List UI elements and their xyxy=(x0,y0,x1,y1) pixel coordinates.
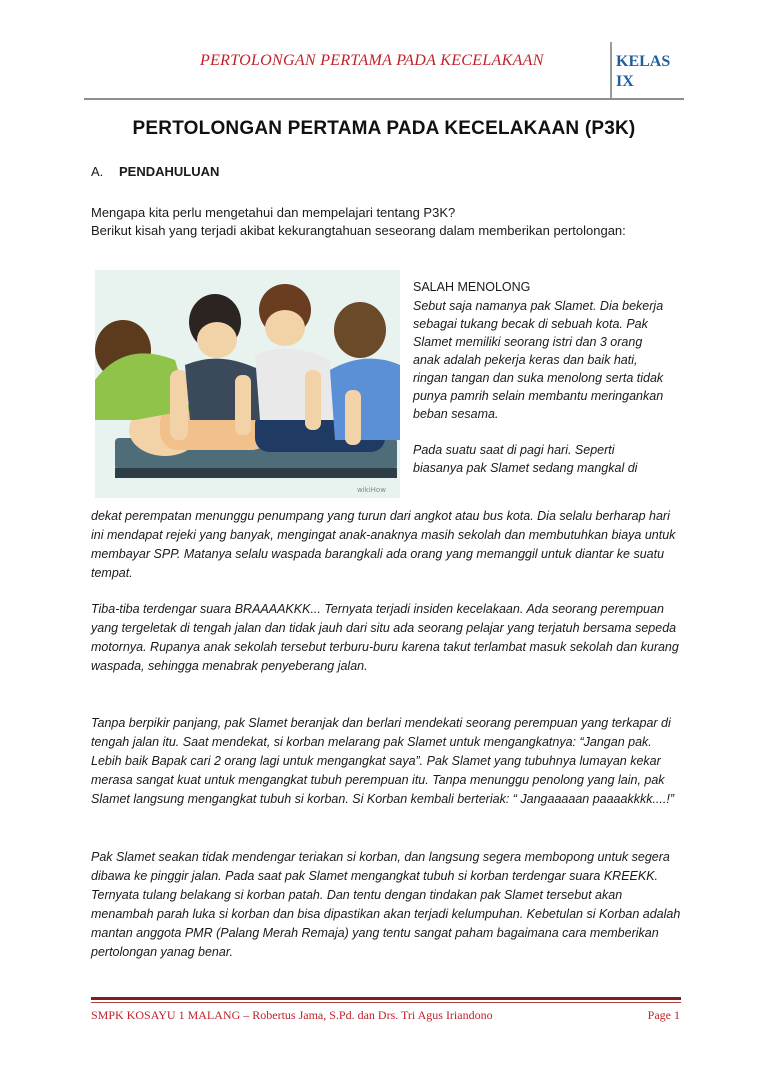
story-title: SALAH MENOLONG xyxy=(413,280,531,294)
svg-text:wikiHow: wikiHow xyxy=(357,486,386,494)
header-rule xyxy=(84,98,684,100)
header-class-line2: IX xyxy=(616,73,634,90)
header-class-label xyxy=(616,52,676,92)
header-class-line1: KELAS xyxy=(616,53,671,70)
section-title: PENDAHULUAN xyxy=(119,164,220,179)
footer-school: SMPK KOSAYU 1 MALANG – Robertus Jama, S.Pd. dan Drs. Tri Agus Iriandono xyxy=(91,1008,493,1022)
story-side-paragraph-2: Pada suatu saat di pagi hari. Seperti biasanya pak Slamet sedang mangkal di xyxy=(413,443,638,475)
story-paragraph-3: Tanpa berpikir panjang, pak Slamet beranjak dan berlari mendekati seorang perempuan yang terkapar di tengah jalan itu. Saat mendekat, si korban melarang pak Slamet untuk mengangkatnya: “Jangan pak. Lebih baik Bapak cari 2 orang lagi untuk mengangkat saya”. Pak Slamet yang tubuhnya lumayan kekar merasa sangat kuat untuk mengangkat tubuh perempuan itu. Tanpa menunggu penolong yang lain, pak Slamet langsung mengangkat tubuh si korban. Si Korban kembali berteriak: “ Jangaaaaan paaaakkkk....!” xyxy=(91,716,674,806)
header-title: PERTOLONGAN PERTAMA PADA KECELAKAAN xyxy=(200,52,544,69)
story-side-column xyxy=(413,278,668,477)
first-aid-illustration xyxy=(95,270,400,498)
intro-text xyxy=(91,204,651,240)
section-heading xyxy=(91,164,219,179)
footer-page-number: Page 1 xyxy=(647,1008,680,1022)
header-divider xyxy=(610,42,612,100)
footer-rule-thin xyxy=(91,1002,681,1003)
footer-rule-thick xyxy=(91,997,681,1000)
story-paragraph-4: Pak Slamet seakan tidak mendengar teriakan si korban, dan langsung segera membopong untuk segera dibawa ke pinggir jalan. Pada saat pak Slamet mengangkat tubuh si korban terdengar suara KREEKK. Ternyata tulang belakang si korban patah. Dan tentu dengan tindakan pak Slamet tersebut akan menambah parah luka si korban dan bisa dipastikan akan terjadi kelumpuhan. Kebetulan si Korban adalah mantan anggota PMR (Palang Merah Remaja) yang tentu sangat paham bagaimana cara memberikan pertolongan yanag benar. xyxy=(91,850,681,959)
document-title: PERTOLONGAN PERTAMA PADA KECELAKAAN (P3K) xyxy=(132,118,636,139)
story-side-paragraph-1: Sebut saja namanya pak Slamet. Dia bekerja sebagai tukang becak di sebuah kota. Pak Slamet memiliki seorang istri dan 3 orang anak adalah pekerja keras dan baik hati, ringan tangan dan suka menolong serta tidak punya pamrih selain membantu meringankan beban sesama. xyxy=(413,299,664,421)
intro-line-2: Berikut kisah yang terjadi akibat kekurangtahuan seseorang dalam memberikan pertolongan: xyxy=(91,223,626,238)
story-paragraph-2: Tiba-tiba terdengar suara BRAAAAKKK... Ternyata terjadi insiden kecelakaan. Ada seorang perempuan yang tergeletak di tengah jalan dan tidak jauh dari situ ada seorang pelajar yang terjatuh bersama sepeda motornya. Rupanya anak sekolah tersebut terburu-buru karena takut terlambat masuk sekolah dan kurang waspada, sehingga menabrak penyeberang jalan. xyxy=(91,602,679,673)
story-paragraph-1: dekat perempatan menunggu penumpang yang turun dari angkot atau bus kota. Dia selalu berharap hari ini mendapat rejeki yang banyak, mengingat anak-anaknya masih sekolah dan membutuhkan biaya untuk membayar SPP. Matanya selalu waspada barangkali ada orang yang memanggil untuk diantar ke suatu tempat. xyxy=(91,509,676,580)
intro-line-1: Mengapa kita perlu mengetahui dan mempelajari tentang P3K? xyxy=(91,205,456,220)
section-number: A. xyxy=(91,164,104,179)
